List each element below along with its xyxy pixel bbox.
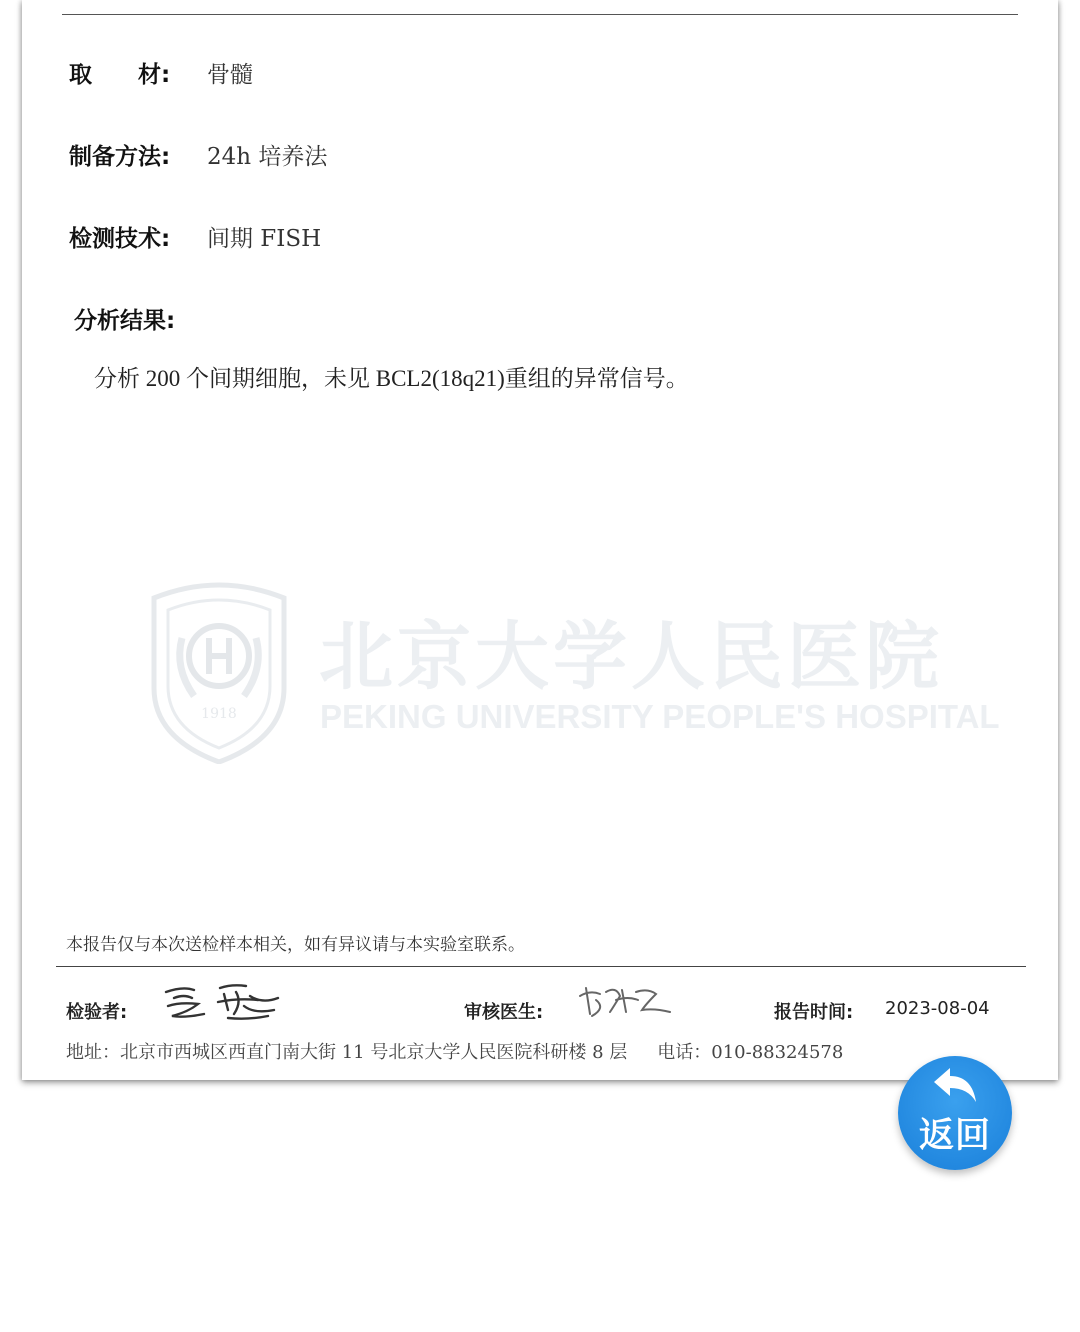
report-date: 2023-08-04 [885,998,990,1019]
back-button-label: 返回 [918,1116,991,1156]
sample-value: 骨髓 [207,62,253,88]
report-page [22,0,1058,1080]
detection-tech-value: 间期 FISH [207,226,322,252]
prep-method-value: 24h 培养法 [207,144,328,170]
sample-field [69,56,253,89]
address: 地址：北京市西城区西直门南大街 11 号北京大学人民医院科研楼 8 层 [66,1042,628,1063]
report-time-label: 报告时间: [774,1002,854,1023]
sample-label: 取 材: [69,62,171,88]
reviewer-label: 审核医生: [464,1002,544,1023]
disclaimer: 本报告仅与本次送检样本相关，如有异议请与本实验室联系。 [66,935,525,955]
seal-year: 1918 [201,706,237,722]
result-text: 分析 200 个间期细胞，未见 BCL2(18q21)重组的异常信号。 [94,366,689,391]
top-divider [62,14,1018,15]
watermark-name-en: PEKING UNIVERSITY PEOPLE'S HOSPITAL [320,698,1000,735]
watermark-name-cn: 北京大学人民医院 [319,614,943,700]
inspector-label: 检验者: [66,1002,128,1023]
result-title: 分析结果: [74,308,176,334]
reviewer-signature [576,982,676,1022]
address-line [66,1038,843,1064]
hospital-watermark [144,578,1004,768]
phone: 电话：010-88324578 [657,1042,844,1063]
bottom-divider [56,966,1026,967]
detection-tech-field [69,220,321,253]
prep-method-label: 制备方法: [69,144,171,170]
hospital-seal-icon [144,578,294,764]
back-button[interactable] [898,1056,1012,1170]
back-arrow-icon [930,1066,980,1104]
prep-method-field [69,138,327,171]
inspector-signature [158,980,283,1024]
detection-tech-label: 检测技术: [69,226,171,252]
